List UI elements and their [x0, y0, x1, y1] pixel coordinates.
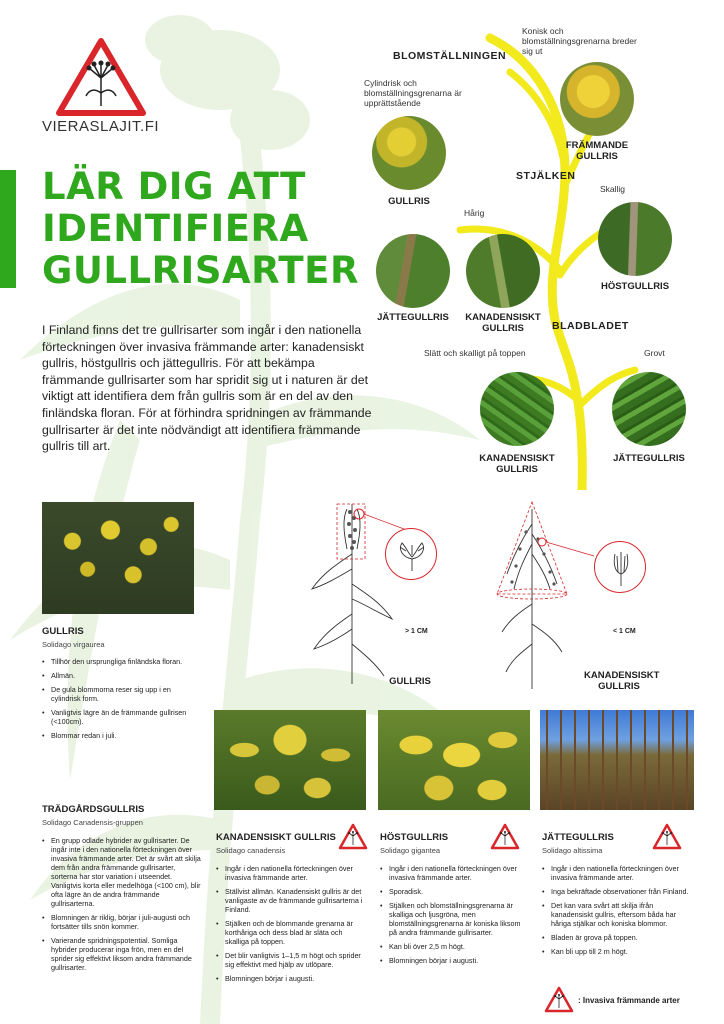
- stem-note-hairy: Hårig: [464, 208, 485, 218]
- legend-warning-icon: [544, 986, 574, 1013]
- inflorescence-heading: BLOMSTÄLLNINGEN: [393, 50, 507, 62]
- list-item: • Ställvist allmän. Kanadensiskt gullris är det vanligaste av de främmande gullrisarterna i Finland.: [216, 887, 364, 914]
- size-label-kanadensiskt: < 1 CM: [613, 628, 636, 635]
- label-drawing-kanadensiskt: KANADENSISKT GULLRIS: [584, 670, 660, 692]
- drawing-gullris-plant: [292, 494, 452, 694]
- leaf-note-rough: Grovt: [644, 348, 665, 358]
- intro-paragraph: I Finland finns det tre gullrisarter som ingår i den nationella förteckningen över invasiva främmande arter: kanadensiskt gullris, höstgullris och jättegullris. För att bekämpa främmande gullrisarter som har spridit sig ut i naturen är det viktigt att identifiera dem från gullris som är en del av den finländska floran. För at förhindra spridningen av främmande gullrisarter är det inte nödvändigt att identifiera främmande gullris till art.: [42, 323, 372, 454]
- species-name-tradgardsgullris: TRÄDGÅRDSGULLRIS: [42, 804, 145, 815]
- species-points-tradgardsgullris: [42, 836, 202, 977]
- list-item: • En grupp odlade hybrider av gullrisarter. De ingår inte i den nationella förteckningen över invasiva främmande arter. Det är svårt att skilja dem från andra främmande gullrisarter, sorterna har stor variation i utseendet. Vanligtvis korta eller medelhöga (<100 cm), blir ofta lägre än de andra främmande gullrisarterna.: [42, 836, 202, 908]
- logo-text: VIERASLAJIT.FI: [42, 118, 160, 135]
- photo-kanadensiskt-gullris: [214, 710, 366, 810]
- inflorescence-note-cylindrical: Cylindrisk och blomställningsgrenarna är upprättstående: [364, 78, 462, 108]
- species-latin-jattegullris: Solidago altissima: [542, 846, 603, 855]
- title-accent-bar: [0, 170, 16, 288]
- list-item: • Varierande spridningspotential. Somliga hybrider producerar inga frön, men en del sprider sig effektivt liksom andra främmande gullrisarter.: [42, 936, 202, 972]
- list-item: • Allmän.: [42, 671, 192, 680]
- list-item: • Blomningen är riklig, börjar i juli-augusti och fortsätter tills snön kommer.: [42, 913, 202, 931]
- photo-stem-kanadensiskt: [466, 234, 540, 308]
- species-name-gullris: GULLRIS: [42, 626, 84, 637]
- label-leaf-jattegullris: JÄTTEGULLRIS: [613, 453, 685, 464]
- photo-leaf-jattegullris: [612, 372, 686, 446]
- species-latin-gullris: Solidago virgaurea: [42, 640, 105, 649]
- title-line-1: LÄR DIG ATT: [42, 165, 306, 208]
- species-latin-tradgardsgullris: Solidago Canadensis-gruppen: [42, 818, 143, 827]
- size-label-gullris: > 1 CM: [405, 628, 428, 635]
- list-item: • Kan bli över 2,5 m högt.: [380, 942, 528, 951]
- drawing-kanadensiskt-plant: [472, 494, 642, 694]
- list-item: • De gula blommorna reser sig upp i en cylindrisk form.: [42, 685, 192, 703]
- label-stem-jattegullris: JÄTTEGULLRIS: [377, 312, 449, 323]
- list-item: • Ingår i den nationella förteckningen över invasiva främmande arter.: [542, 864, 694, 882]
- leaf-note-smooth: Slätt och skalligt på toppen: [424, 348, 526, 358]
- invasive-warning-icon: [490, 823, 520, 850]
- species-name-kanadensiskt: KANADENSISKT GULLRIS: [216, 832, 336, 843]
- photo-stem-hostgullris: [598, 202, 672, 276]
- list-item: • Det blir vanligtvis 1–1,5 m högt och sprider sig effektivt med hjälp av utlöpare.: [216, 951, 364, 969]
- list-item: • Kan bli upp till 2 m högt.: [542, 947, 694, 956]
- species-points-kanadensiskt: [216, 864, 364, 988]
- legend-text: : Invasiva främmande arter: [578, 996, 680, 1005]
- photo-hostgullris: [378, 710, 530, 810]
- label-inflorescence-gullris: GULLRIS: [388, 196, 430, 207]
- photo-gullris-field: [42, 502, 194, 614]
- species-points-jattegullris: [542, 864, 694, 961]
- photo-jattegullris: [540, 710, 694, 810]
- stem-heading: STJÄLKEN: [516, 170, 576, 182]
- photo-leaf-kanadensiskt: [480, 372, 554, 446]
- label-inflorescence-foreign: FRÄMMANDE GULLRIS: [565, 140, 629, 162]
- list-item: • Inga bekräftade observationer från Finland.: [542, 887, 694, 896]
- list-item: • Det kan vara svårt att skilja ifrån kanadensiskt gullris, eftersom båda har håriga stjälkar och koniska blommor.: [542, 901, 694, 928]
- list-item: • Blomningen börjar i augusti.: [216, 974, 364, 983]
- species-latin-hostgullris: Solidago gigantea: [380, 846, 441, 855]
- detail-flower-gullris: [385, 528, 437, 580]
- warning-triangle-logo-icon: [56, 38, 146, 116]
- flower-head-small-icon: [595, 542, 646, 593]
- invasive-warning-icon: [338, 823, 368, 850]
- list-item: • Tillhör den ursprungliga finländska floran.: [42, 657, 192, 666]
- label-leaf-kanadensiskt: KANADENSISKT GULLRIS: [479, 453, 555, 475]
- list-item: • Sporadisk.: [380, 887, 528, 896]
- title-line-3: GULLRISARTER: [42, 249, 359, 292]
- label-stem-hostgullris: HÖSTGULLRIS: [600, 281, 670, 292]
- label-stem-kanadensiskt: KANADENSISKT GULLRIS: [465, 312, 541, 334]
- list-item: • Ingår i den nationella förteckningen över invasiva främmande arter.: [380, 864, 528, 882]
- photo-inflorescence-gullris: [372, 116, 446, 190]
- species-latin-kanadensiskt: Solidago canadensis: [216, 846, 286, 855]
- species-points-hostgullris: [380, 864, 528, 970]
- list-item: • Ingår i den nationella förteckningen över invasiva främmande arter.: [216, 864, 364, 882]
- list-item: • Stjälken och blomställningsgrenarna är skalliga och ljusgröna, men blomställningsgrenarna är koniska liksom på andra främmande gullrisarter.: [380, 901, 528, 937]
- list-item: • Bladen är grova på toppen.: [542, 933, 694, 942]
- list-item: • Blommar redan i juli.: [42, 731, 192, 740]
- detail-flower-kanadensiskt: [594, 541, 646, 593]
- flower-head-large-icon: [386, 529, 437, 580]
- photo-inflorescence-foreign-gullris: [560, 62, 634, 136]
- species-name-hostgullris: HÖSTGULLRIS: [380, 832, 449, 843]
- list-item: • Stjälken och de blommande grenarna är korthåriga och dess blad är släta och skalliga på toppen.: [216, 919, 364, 946]
- invasive-warning-icon: [652, 823, 682, 850]
- photo-stem-jattegullris: [376, 234, 450, 308]
- list-item: • Vanligtvis lägre än de främmande gullrisen (<100cm).: [42, 708, 192, 726]
- leaf-heading: BLADBLADET: [552, 320, 629, 332]
- page-title: [42, 166, 382, 292]
- species-points-gullris: [42, 657, 192, 745]
- title-line-2: IDENTIFIERA: [42, 207, 309, 250]
- label-drawing-gullris: GULLRIS: [389, 676, 431, 687]
- stem-note-glabrous: Skallig: [600, 184, 626, 194]
- inflorescence-note-conical: Konisk och blomställningsgrenarna breder sig ut: [522, 26, 637, 56]
- species-name-jattegullris: JÄTTEGULLRIS: [542, 832, 614, 843]
- list-item: • Blomningen börjar i augusti.: [380, 956, 528, 965]
